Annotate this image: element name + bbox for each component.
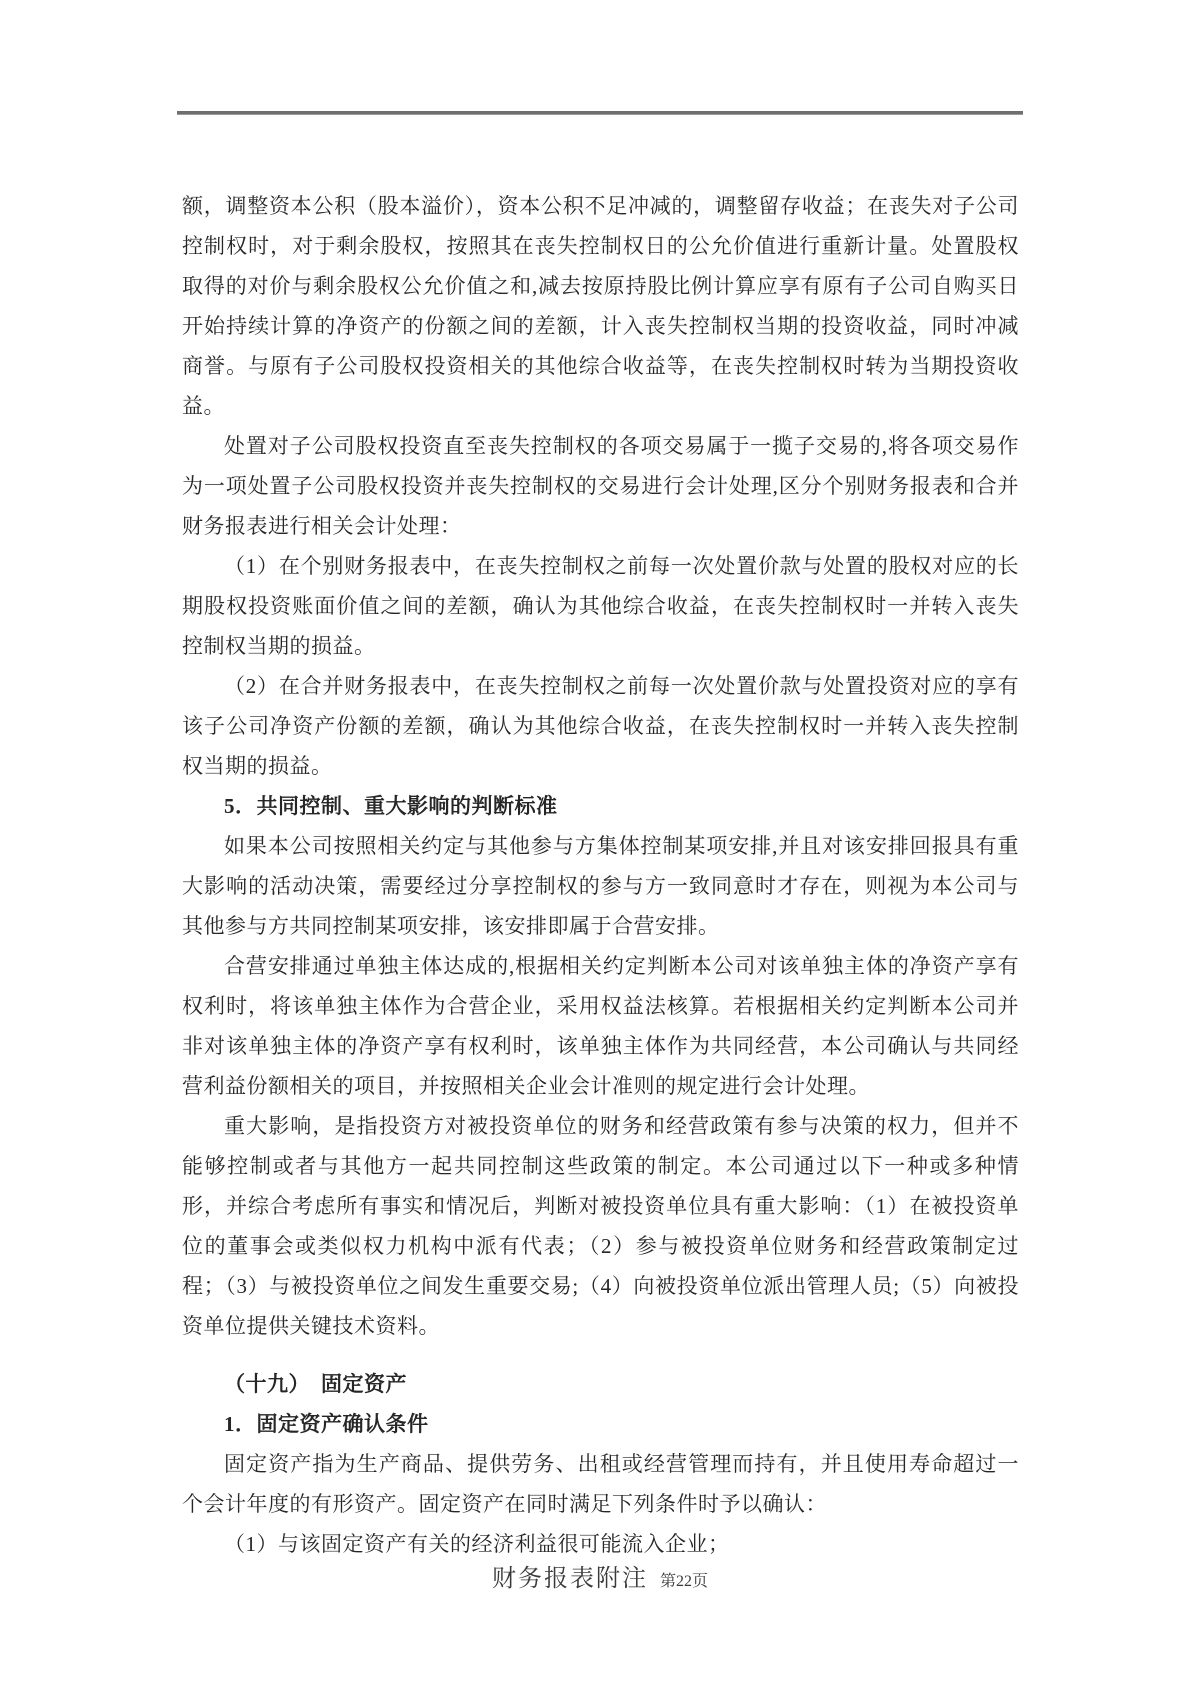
footer-title: 财务报表附注 <box>491 1566 648 1592</box>
paragraph-item-1-individual-statements: （1）在个别财务报表中，在丧失控制权之前每一次处置价款与处置的股权对应的长期股权投资账面价值之间的差额，确认为其他综合收益，在丧失控制权时一并转入丧失控制权当期的损益。 <box>182 554 1019 658</box>
paragraph-significant-influence: 重大影响，是指投资方对被投资单位的财务和经营政策有参与决策的权力，但并不能够控制或者与其他方一起共同控制这些政策的制定。本公司通过以下一种或多种情形，并综合考虑所有事实和情况后，判断对被投资单位具有重大影响：（1）在被投资单位的董事会或类似权力机构中派有代表；（2）参与被投资单位财务和经营政策制定过程；（3）与被投资单位之间发生重要交易;（4）向被投资单位派出管理人员;（5）向被投资单位提供关键技术资料。 <box>182 1114 1019 1338</box>
paragraph-continuation-disposal: 额，调整资本公积（股本溢价），资本公积不足冲减的，调整留存收益；在丧失对子公司控制权时，对于剩余股权，按照其在丧失控制权日的公允价值进行重新计量。处置股权取得的对价与剩余股权公允价值之和,减去按原持股比例计算应享有原有子公司自购买日开始持续计算的净资产的份额之间的差额，计入丧失控制权当期的投资收益，同时冲减商誉。与原有子公司股权投资相关的其他综合收益等，在丧失控制权时转为当期投资收益。 <box>182 194 1019 418</box>
heading-joint-control-criteria: 5．共同控制、重大影响的判断标准 <box>224 794 558 818</box>
page-footer <box>0 1558 1200 1593</box>
header-divider <box>177 111 1023 115</box>
section-heading-fixed-assets: （十九） 固定资产 <box>224 1372 407 1396</box>
heading-fixed-asset-recognition: 1．固定资产确认条件 <box>224 1412 429 1436</box>
footer-page-number: 第22页 <box>659 1573 708 1590</box>
paragraph-package-transactions: 处置对子公司股权投资直至丧失控制权的各项交易属于一揽子交易的,将各项交易作为一项处置子公司股权投资并丧失控制权的交易进行会计处理,区分个别财务报表和合并财务报表进行相关会计处理： <box>182 434 1019 538</box>
paragraph-joint-control-definition: 如果本公司按照相关约定与其他参与方集体控制某项安排,并且对该安排回报具有重大影响的活动决策，需要经过分享控制权的参与方一致同意时才存在，则视为本公司与其他参与方共同控制某项安排，该安排即属于合营安排。 <box>182 834 1019 938</box>
document-body <box>182 186 1019 1564</box>
paragraph-joint-arrangement-entity: 合营安排通过单独主体达成的,根据相关约定判断本公司对该单独主体的净资产享有权利时，将该单独主体作为合营企业，采用权益法核算。若根据相关约定判断本公司并非对该单独主体的净资产享有权利时，该单独主体作为共同经营，本公司确认与共同经营利益份额相关的项目，并按照相关企业会计准则的规定进行会计处理。 <box>182 954 1019 1098</box>
paragraph-item-2-consolidated-statements: （2）在合并财务报表中，在丧失控制权之前每一次处置价款与处置投资对应的享有该子公司净资产份额的差额，确认为其他综合收益，在丧失控制权时一并转入丧失控制权当期的损益。 <box>182 674 1019 778</box>
paragraph-fixed-asset-condition-1: （1）与该固定资产有关的经济利益很可能流入企业； <box>224 1532 730 1556</box>
paragraph-fixed-asset-definition: 固定资产指为生产商品、提供劳务、出租或经营管理而持有，并且使用寿命超过一个会计年度的有形资产。固定资产在同时满足下列条件时予以确认： <box>182 1452 1019 1516</box>
